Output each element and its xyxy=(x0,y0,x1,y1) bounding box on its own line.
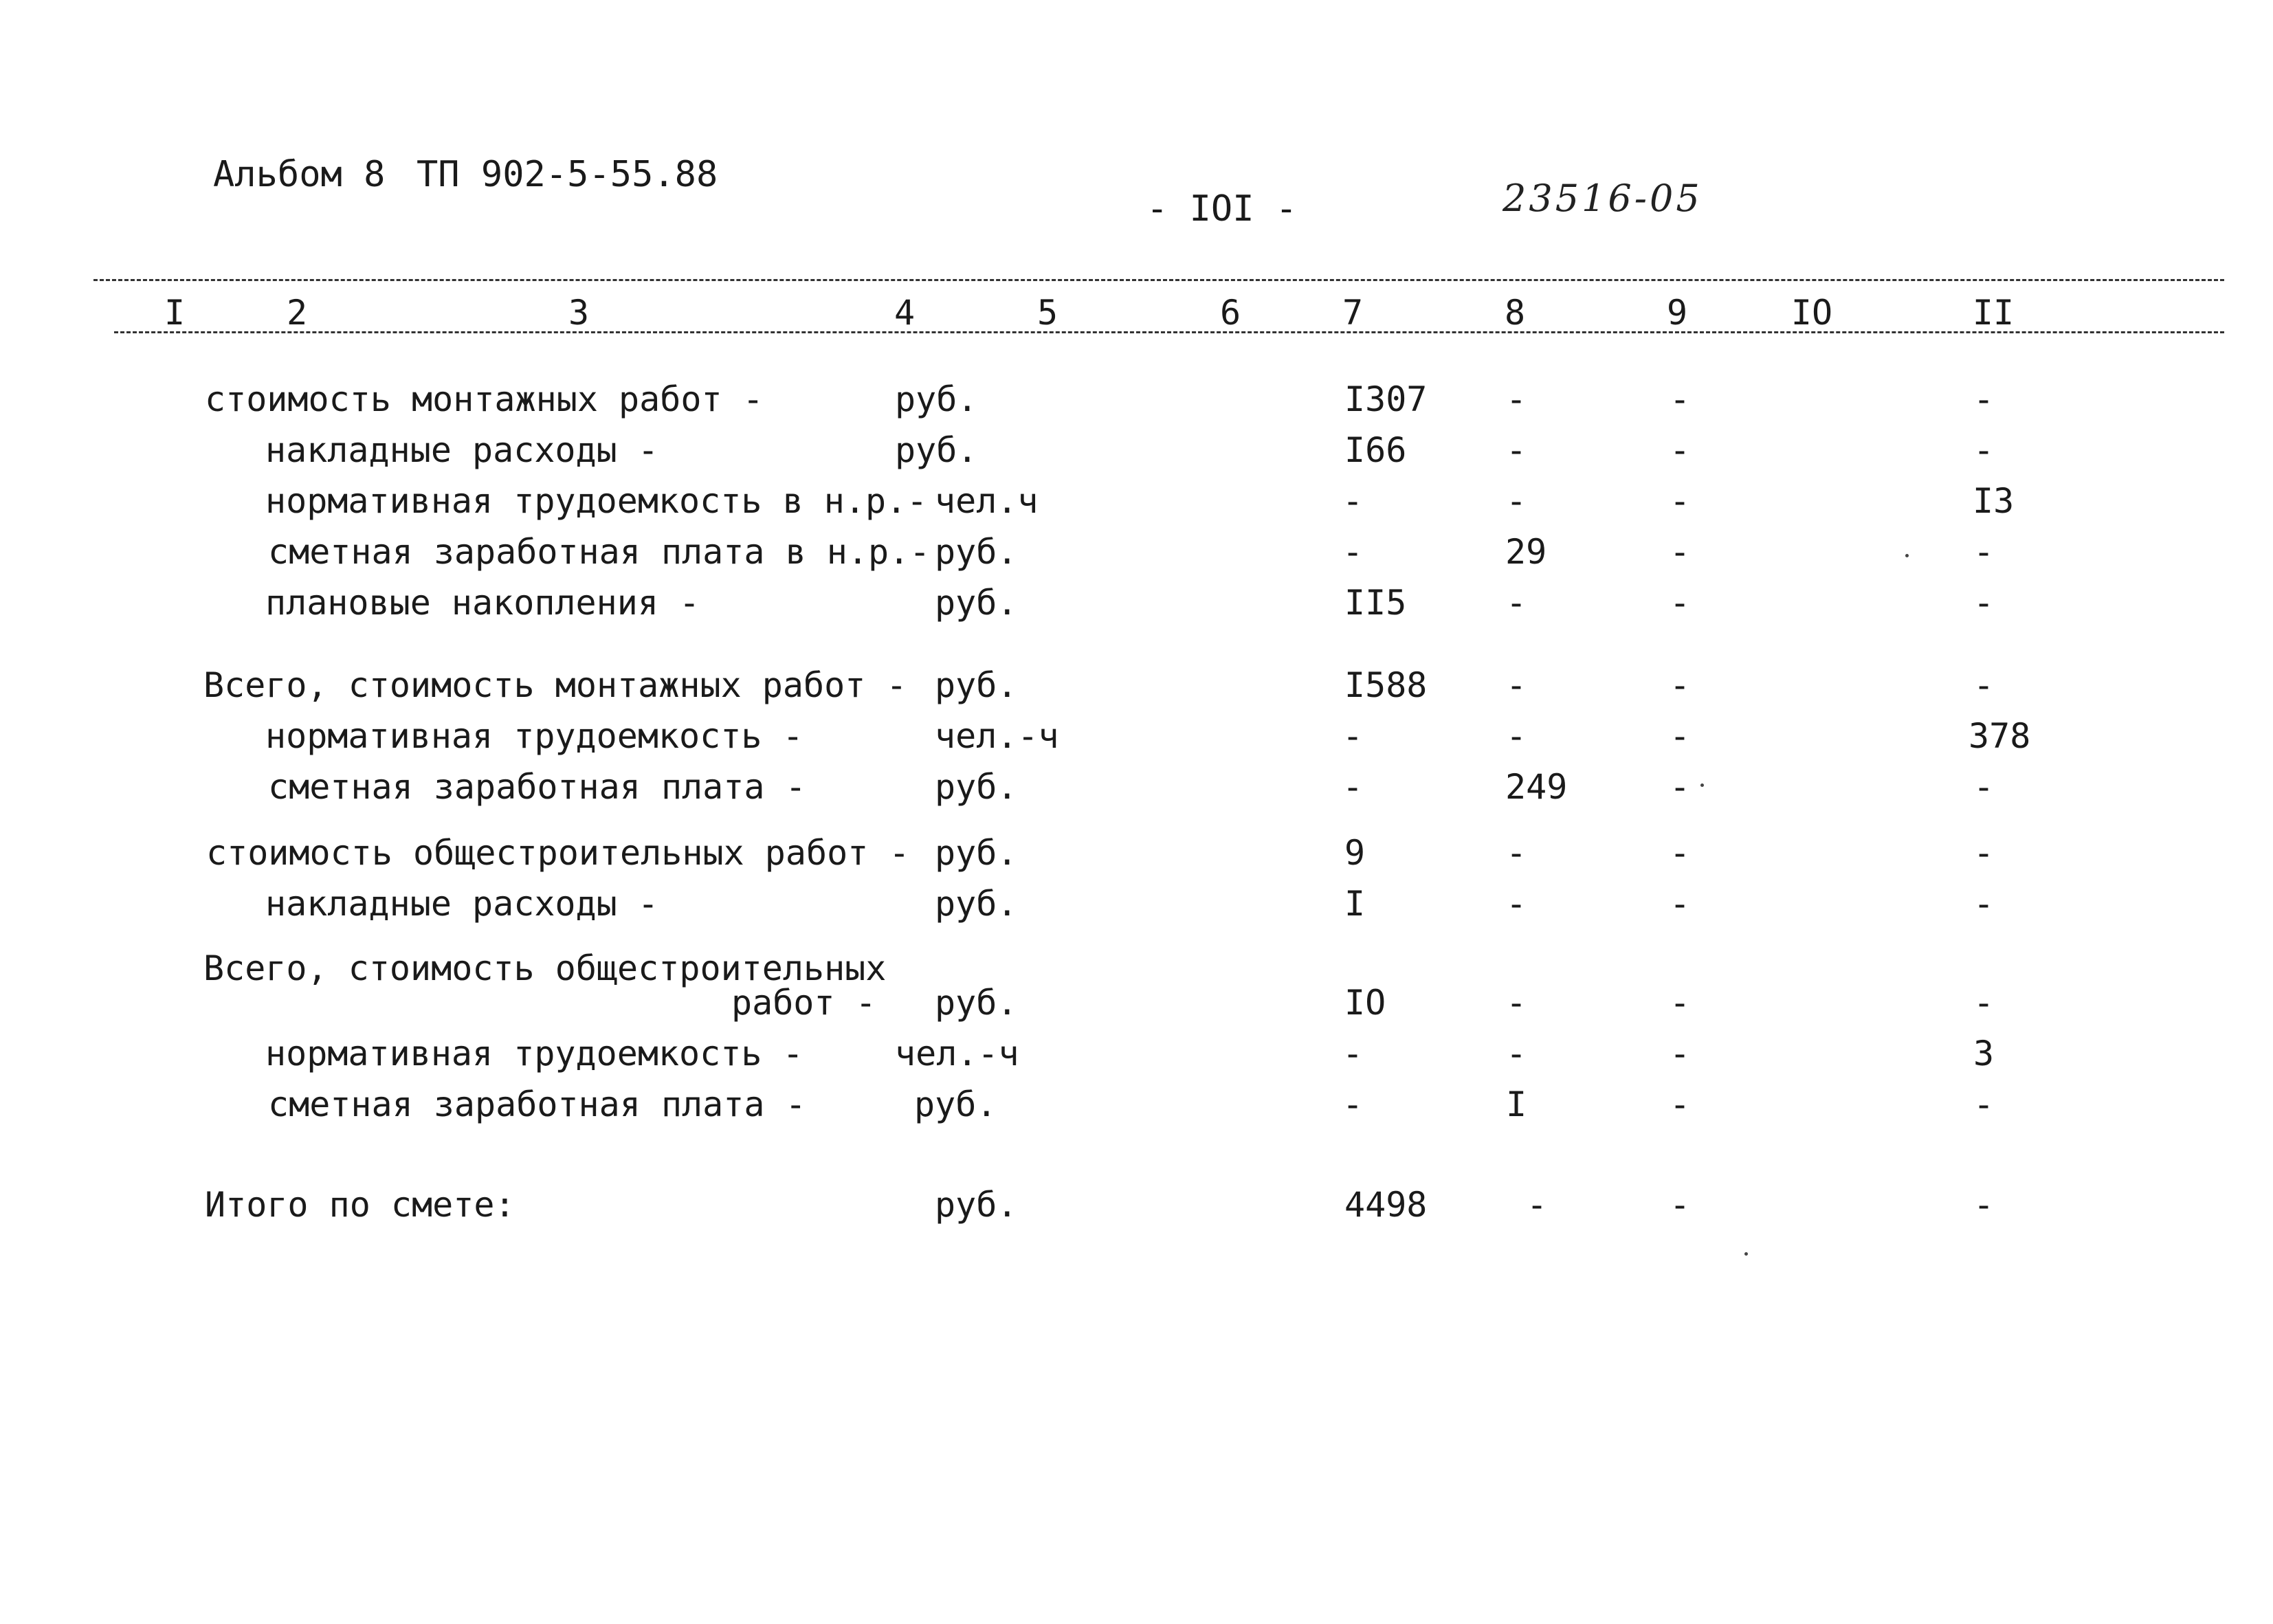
table-row xyxy=(0,430,2273,474)
row-col11: - xyxy=(1973,983,1995,1023)
row-col8: - xyxy=(1505,430,1527,470)
col-header-8: 8 xyxy=(1504,293,1526,333)
table-row xyxy=(0,833,2273,877)
row-col8: - xyxy=(1526,1185,1548,1225)
row-unit: руб. xyxy=(935,583,1018,623)
row-col7: I xyxy=(1344,884,1366,924)
col-header-3: 3 xyxy=(568,293,590,333)
row-label: накладные расходы - xyxy=(265,884,658,924)
row-col7: - xyxy=(1342,767,1364,807)
row-unit: чел.-ч xyxy=(895,1034,1019,1074)
row-col8: - xyxy=(1505,665,1527,705)
col-header-9: 9 xyxy=(1666,293,1688,333)
row-label: Всего, стоимость общестроительных xyxy=(203,948,887,988)
row-col7: 9 xyxy=(1344,833,1366,873)
row-col7: 4498 xyxy=(1344,1185,1428,1225)
table-row xyxy=(0,1084,2273,1128)
row-col9: - xyxy=(1669,983,1691,1023)
table-top-rule xyxy=(93,279,2224,281)
row-label: Всего, стоимость монтажных работ - xyxy=(203,665,907,705)
row-unit: руб. xyxy=(914,1084,997,1124)
row-col11: - xyxy=(1973,583,1995,623)
row-col9: - xyxy=(1669,767,1691,807)
row-col9: - xyxy=(1669,884,1691,924)
row-col11: - xyxy=(1973,532,1995,572)
album-label: Альбом 8 xyxy=(213,154,386,195)
row-col8: 249 xyxy=(1505,767,1568,807)
row-label-line2: работ - xyxy=(731,983,876,1023)
row-unit: руб. xyxy=(935,833,1018,873)
table-row xyxy=(0,583,2273,627)
scan-speck xyxy=(1744,1252,1748,1256)
row-col8: - xyxy=(1505,983,1527,1023)
row-label: сметная заработная плата в н.р.- xyxy=(268,532,931,572)
row-col9: - xyxy=(1669,583,1691,623)
col-header-10: IO xyxy=(1790,293,1833,333)
row-col11: 3 xyxy=(1973,1034,1995,1074)
row-col8: - xyxy=(1505,583,1527,623)
row-col11: I3 xyxy=(1973,481,2015,521)
row-col11: - xyxy=(1973,430,1995,470)
row-col9: - xyxy=(1669,379,1691,419)
row-col8: - xyxy=(1505,379,1527,419)
row-col9: - xyxy=(1669,665,1691,705)
row-unit: руб. xyxy=(935,983,1018,1023)
row-col8: - xyxy=(1505,1034,1527,1074)
table-row xyxy=(0,532,2273,576)
row-label: нормативная трудоемкость в н.р.- xyxy=(265,481,928,521)
row-label: сметная заработная плата - xyxy=(268,1084,806,1124)
row-unit: руб. xyxy=(935,884,1018,924)
row-col9: - xyxy=(1669,716,1691,756)
handwritten-number: 23516-05 xyxy=(1503,177,1703,220)
row-col7: I66 xyxy=(1344,430,1407,470)
table-row xyxy=(0,481,2273,525)
row-label: Итого по смете: xyxy=(205,1185,515,1225)
row-unit: руб. xyxy=(895,379,978,419)
row-col11: - xyxy=(1973,1084,1995,1124)
row-col11: - xyxy=(1973,833,1995,873)
row-col7: I588 xyxy=(1344,665,1428,705)
table-row xyxy=(0,1185,2273,1229)
col-header-7: 7 xyxy=(1342,293,1364,333)
row-col8: 29 xyxy=(1505,532,1547,572)
table-row xyxy=(0,379,2273,423)
table-row xyxy=(0,665,2273,709)
table-header-rule xyxy=(114,331,2224,333)
table-row xyxy=(0,1036,2273,1078)
col-header-5: 5 xyxy=(1036,293,1058,333)
row-col8: - xyxy=(1505,716,1527,756)
row-col9: - xyxy=(1669,1034,1691,1074)
row-label: стоимость монтажных работ - xyxy=(205,379,764,419)
col-header-4: 4 xyxy=(894,293,916,333)
row-label: сметная заработная плата - xyxy=(268,767,806,807)
row-label: накладные расходы - xyxy=(265,430,658,470)
col-header-11: II xyxy=(1972,293,2015,333)
row-col7: - xyxy=(1342,1034,1364,1074)
row-col11: - xyxy=(1973,379,1995,419)
row-col7: IO xyxy=(1344,983,1386,1023)
row-unit: руб. xyxy=(895,430,978,470)
row-col7: - xyxy=(1342,716,1364,756)
row-unit: руб. xyxy=(935,767,1018,807)
table-row xyxy=(0,983,2273,1027)
row-col9: - xyxy=(1669,532,1691,572)
col-header-2: 2 xyxy=(286,293,308,333)
row-unit: чел.-ч xyxy=(935,716,1059,756)
row-label: нормативная трудоемкость - xyxy=(265,716,803,756)
row-col7: - xyxy=(1342,532,1364,572)
table-row xyxy=(0,767,2273,811)
scan-speck xyxy=(1905,554,1909,557)
row-label: плановые накопления - xyxy=(265,583,700,623)
row-label: стоимость общестроительных работ - xyxy=(206,833,910,873)
scan-speck xyxy=(1700,783,1704,787)
row-unit: руб. xyxy=(935,1185,1018,1225)
table-row xyxy=(0,716,2273,760)
row-unit: чел.ч xyxy=(935,481,1039,521)
page-number: - IOI - xyxy=(1146,188,1298,230)
row-unit: руб. xyxy=(935,665,1018,705)
row-col8: - xyxy=(1505,481,1527,521)
row-col7: I307 xyxy=(1344,379,1428,419)
row-col11: - xyxy=(1973,767,1995,807)
row-col11: - xyxy=(1973,884,1995,924)
row-col8: - xyxy=(1505,833,1527,873)
table-row xyxy=(0,884,2273,928)
row-col7: - xyxy=(1342,1084,1364,1124)
row-col9: - xyxy=(1669,1084,1691,1124)
row-label: нормативная трудоемкость - xyxy=(265,1034,803,1074)
row-unit: руб. xyxy=(935,532,1018,572)
row-col9: - xyxy=(1669,833,1691,873)
row-col7: - xyxy=(1342,481,1364,521)
row-col9: - xyxy=(1669,1185,1691,1225)
row-col11: - xyxy=(1973,665,1995,705)
row-col9: - xyxy=(1669,430,1691,470)
row-col11: 378 xyxy=(1969,716,2031,756)
col-header-6: 6 xyxy=(1219,293,1241,333)
row-col7: II5 xyxy=(1344,583,1407,623)
project-code: ТП 902-5-55.88 xyxy=(417,154,718,195)
row-col9: - xyxy=(1669,481,1691,521)
row-col11: - xyxy=(1973,1185,1995,1225)
col-header-1: I xyxy=(164,293,186,333)
row-col8: I xyxy=(1505,1084,1527,1124)
row-col8: - xyxy=(1505,884,1527,924)
